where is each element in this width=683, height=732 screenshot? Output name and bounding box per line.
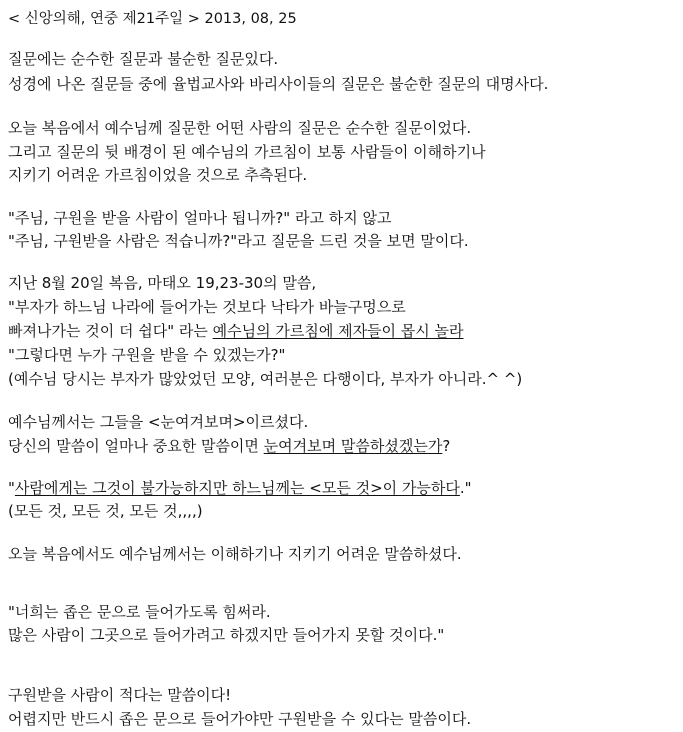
paragraph-4-line-3-plain: 빠져나가는 것이 더 쉽다" 라는 (8, 322, 213, 340)
paragraph-5-line-2-plain: 당신의 말씀이 얼마나 중요한 말씀이면 (8, 437, 264, 455)
paragraph-9-line-2: 어렵지만 반드시 좁은 문으로 들어가야만 구원받을 수 있다는 말씀이다. (8, 710, 472, 728)
paragraph-4-line-3 (8, 322, 464, 340)
paragraph-6-line-1-end: ." (459, 479, 472, 497)
paragraph-9-line-1: 구원받을 사람이 적다는 말씀이다! (8, 686, 232, 704)
paragraph-1-line-2: 성경에 나온 질문들 중에 율법교사와 바리사이들의 질문은 불순한 질문의 대명사다. (8, 75, 549, 93)
paragraph-7-line-1: 오늘 복음에서도 예수님께서는 이해하기나 지키기 어려운 말씀하셨다. (8, 545, 462, 563)
paragraph-2-line-2: 그리고 질문의 뒷 배경이 된 예수님의 가르침이 보통 사람들이 이해하기나 (8, 143, 486, 161)
paragraph-6-line-1 (8, 479, 472, 497)
paragraph-4-line-2: "부자가 하느님 나라에 들어가는 것보다 낙타가 바늘구멍으로 (8, 298, 406, 316)
paragraph-8-line-1: "너희는 좁은 문으로 들어가도록 힘써라. (8, 603, 271, 621)
paragraph-5-line-2-underlined: 눈여겨보며 말씀하셨겠는가 (263, 437, 443, 455)
paragraph-8-line-2: 많은 사람이 그곳으로 들어가려고 하겠지만 들어가지 못할 것이다." (8, 626, 445, 644)
paragraph-1-line-1: 질문에는 순수한 질문과 불순한 질문있다. (8, 50, 279, 68)
paragraph-4-line-4: "그렇다면 누가 구원을 받을 수 있겠는가?" (8, 346, 286, 364)
paragraph-6-line-2: (모든 것, 모든 것, 모든 것,,,,) (8, 502, 203, 520)
paragraph-2-line-1: 오늘 복음에서 예수님께 질문한 어떤 사람의 질문은 순수한 질문이었다. (8, 119, 472, 137)
paragraph-4-line-5: (예수님 당시는 부자가 많았었던 모양, 여러분은 다행이다, 부자가 아니라.^ ^) (8, 370, 523, 388)
paragraph-6-line-1-underlined: 사람에게는 그것이 불가능하지만 하느님께는 <모든 것>이 가능하다 (14, 479, 460, 497)
paragraph-5-line-2-end: ? (442, 437, 451, 455)
document-header: < 신앙의해, 연중 제21주일 > 2013, 08, 25 (8, 11, 297, 27)
paragraph-3-line-2: "주님, 구원받을 사람은 적습니까?"라고 질문을 드린 것을 보면 말이다. (8, 232, 469, 250)
paragraph-4-line-3-underlined: 예수님의 가르침에 제자들이 몹시 놀라 (212, 322, 464, 340)
paragraph-6-line-1-plain: " (8, 479, 15, 497)
paragraph-2-line-3: 지키기 어려운 가르침이었을 것으로 추측된다. (8, 166, 308, 184)
paragraph-5-line-2 (8, 437, 450, 455)
paragraph-3-line-1: "주님, 구원을 받을 사람이 얼마나 됩니까?" 라고 하지 않고 (8, 209, 392, 227)
paragraph-5-line-1: 예수님께서는 그들을 <눈여겨보며>이르셨다. (8, 413, 309, 431)
paragraph-4-line-1: 지난 8월 20일 복음, 마태오 19,23-30의 말씀, (8, 274, 317, 292)
